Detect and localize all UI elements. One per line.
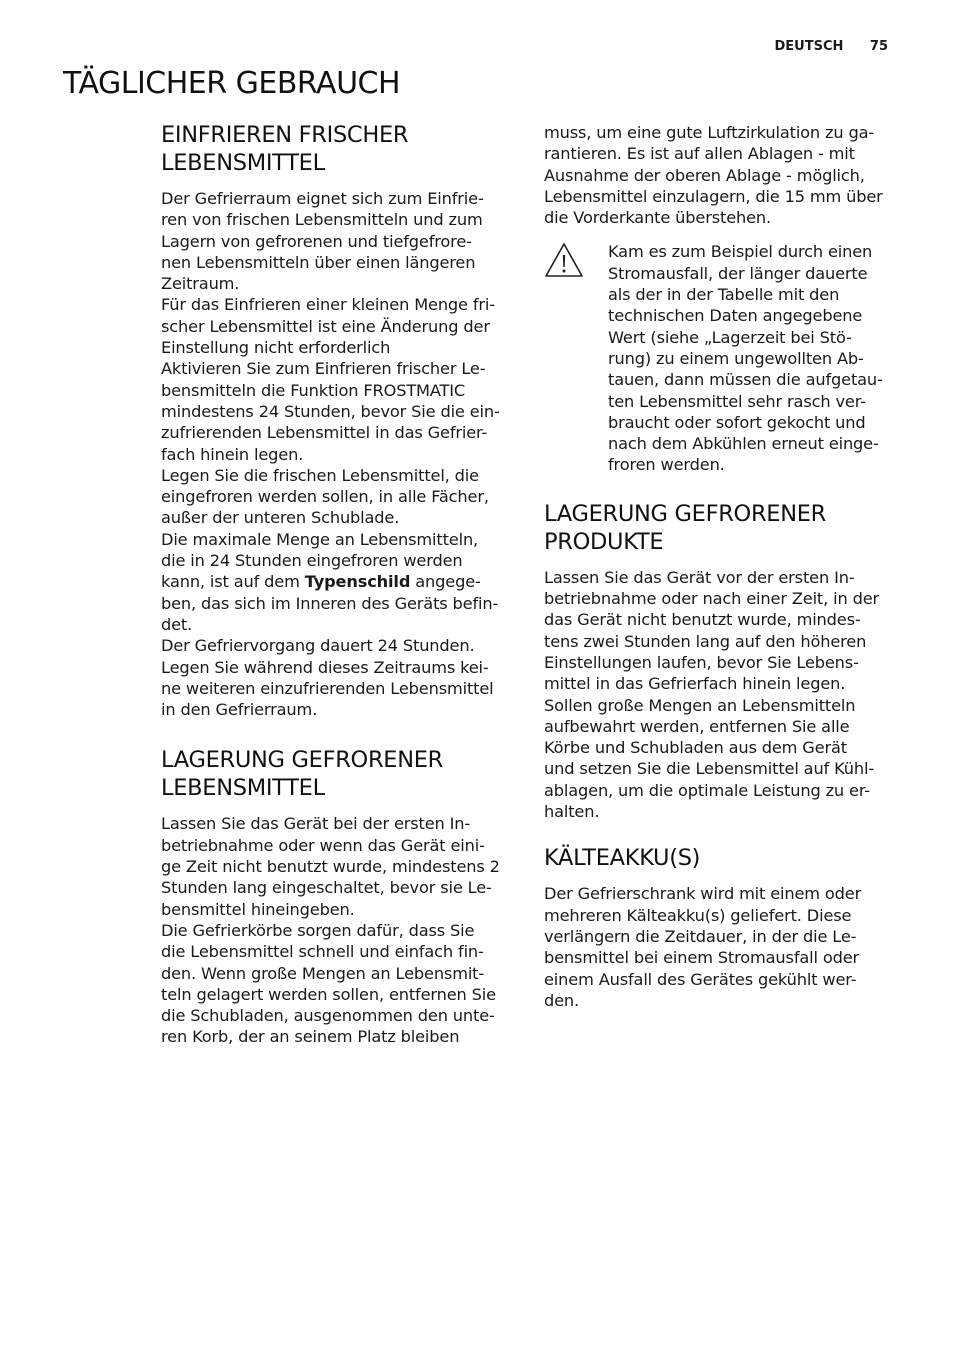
- text-line: det.: [161, 614, 193, 634]
- text-line: mindestens 24 Stunden, bevor Sie die ein-: [161, 401, 500, 421]
- warning-text: [608, 241, 898, 475]
- text-line: Stunden lang eingeschaltet, bevor sie Le-: [161, 878, 492, 898]
- section-heading-storage-frozen-food: LAGERUNG GEFRORENER LEBENSMITTEL: [161, 747, 443, 802]
- text-line: technischen Daten angegebene: [608, 306, 863, 326]
- text-line: und setzen Sie die Lebensmittel auf Kühl-: [544, 759, 875, 779]
- text-line: Die Gefrierkörbe sorgen dafür, dass Sie: [161, 920, 475, 940]
- text-line: Lassen Sie das Gerät vor der ersten In-: [544, 567, 855, 587]
- section-body-cold-packs: [544, 883, 898, 1011]
- text-line: rantieren. Es ist auf allen Ablagen - mit: [544, 144, 855, 164]
- text-line: ablagen, um die optimale Leistung zu er-: [544, 780, 870, 800]
- text-line: die Schubladen, ausgenommen den unte-: [161, 1006, 495, 1026]
- text-line: Der Gefrierraum eignet sich zum Einfrie-: [161, 189, 484, 208]
- text-line: Für das Einfrieren einer kleinen Menge fri-: [161, 295, 495, 315]
- text-line: teln gelagert werden sollen, entfernen Sie: [161, 984, 496, 1004]
- text-line: ren Korb, der an seinem Platz bleiben: [161, 1027, 460, 1047]
- text-line: bensmittel hineingeben.: [161, 899, 355, 919]
- page-number: 75: [869, 39, 888, 54]
- warning-note: [544, 241, 898, 475]
- text-line: Aktivieren Sie zum Einfrieren frischer Le-: [161, 359, 486, 379]
- text-line: betriebnahme oder wenn das Gerät eini-: [161, 835, 485, 855]
- text-line: Ausnahme der oberen Ablage - möglich,: [544, 165, 865, 185]
- text-line: ren von frischen Lebensmitteln und zum: [161, 210, 483, 230]
- language-label: DEUTSCH: [774, 39, 844, 54]
- text-line: den. Wenn große Mengen an Lebensmit-: [161, 963, 485, 983]
- text-line: Legen Sie die frischen Lebensmittel, die: [161, 465, 479, 485]
- text-line: bensmitteln die Funktion FROSTMATIC: [161, 380, 466, 400]
- text-line: Lassen Sie das Gerät bei der ersten In-: [161, 814, 471, 834]
- text-line: den.: [544, 990, 580, 1010]
- text-line: Einstellungen laufen, bevor Sie Lebens-: [544, 652, 859, 672]
- text-line: Sollen große Mengen an Lebensmitteln: [544, 695, 856, 715]
- text-line: froren werden.: [608, 455, 725, 475]
- section-body-storage-frozen-food: [161, 813, 513, 1047]
- text-line: die Lebensmittel schnell und einfach fin-: [161, 942, 484, 962]
- left-column: [161, 121, 513, 1048]
- text-line: ten Lebensmittel sehr rasch ver-: [608, 391, 866, 411]
- text-line: Wert (siehe „Lagerzeit bei Stö-: [608, 327, 852, 347]
- warning-triangle-icon: [544, 241, 584, 279]
- text-line: Lagern von gefrorenen und tiefgefrore-: [161, 231, 472, 251]
- text-line: mehreren Kälteakku(s) geliefert. Diese: [544, 905, 852, 925]
- text-line: betriebnahme oder nach einer Zeit, in der: [544, 589, 880, 609]
- text-line: Stromausfall, der länger dauerte: [608, 263, 868, 283]
- text-line: kann, ist auf dem Typenschild angege-: [161, 572, 481, 592]
- text-line: ben, das sich im Inneren des Geräts befin-: [161, 593, 499, 613]
- text-line: verlängern die Zeitdauer, in der die Le-: [544, 926, 857, 946]
- text-line: Lebensmittel einzulagern, die 15 mm über: [544, 186, 883, 206]
- text-line: Die maximale Menge an Lebensmitteln,: [161, 529, 479, 549]
- text-line: ge Zeit nicht benutzt wurde, mindestens 2: [161, 857, 500, 877]
- text-line: Körbe und Schubladen aus dem Gerät: [544, 738, 847, 758]
- text-line: als der in der Tabelle mit den: [608, 285, 840, 305]
- section-body-freezing: [161, 188, 513, 720]
- text-line: halten.: [544, 802, 600, 822]
- text-line: mittel in das Gefrierfach hinein legen.: [544, 674, 846, 694]
- right-column: [544, 122, 898, 1011]
- text-line: die in 24 Stunden eingefroren werden: [161, 551, 463, 571]
- text-line: Einstellung nicht erforderlich: [161, 338, 391, 358]
- text-line: nen Lebensmitteln über einen längeren: [161, 252, 476, 272]
- text-line: einem Ausfall des Gerätes gekühlt wer-: [544, 969, 857, 989]
- text-line: außer der unteren Schublade.: [161, 508, 400, 528]
- text-line: in den Gefrierraum.: [161, 700, 318, 720]
- text-line: aufbewahrt werden, entfernen Sie alle: [544, 716, 850, 736]
- section-heading-storage-frozen-products: LAGERUNG GEFRORENER PRODUKTE: [544, 500, 826, 555]
- continuation-text: [544, 122, 898, 228]
- text-line: braucht oder sofort gekocht und: [608, 412, 866, 432]
- text-line: tens zwei Stunden lang auf den höheren: [544, 631, 867, 651]
- text-line: Kam es zum Beispiel durch einen: [608, 242, 873, 262]
- text-line: fach hinein legen.: [161, 444, 304, 464]
- text-line: Zeitraum.: [161, 274, 240, 294]
- text-line: das Gerät nicht benutzt wurde, mindes-: [544, 610, 861, 630]
- text-line: Der Gefriervorgang dauert 24 Stunden.: [161, 636, 475, 656]
- section-heading-freezing: EINFRIEREN FRISCHER LEBENSMITTEL: [161, 122, 409, 176]
- text-line: die Vorderkante überstehen.: [544, 208, 772, 228]
- text-line: rung) zu einem ungewollten Ab-: [608, 348, 864, 368]
- text-line: Legen Sie während dieses Zeitraums kei-: [161, 657, 489, 677]
- page-header: [774, 39, 888, 54]
- page-title: TÄGLICHER GEBRAUCH: [63, 66, 401, 101]
- text-line: scher Lebensmittel ist eine Änderung der: [161, 316, 490, 336]
- text-line: muss, um eine gute Luftzirkulation zu ga-: [544, 123, 875, 142]
- text-line: tauen, dann müssen die aufgetau-: [608, 370, 883, 390]
- text-line: eingefroren werden sollen, in alle Fächer,: [161, 487, 489, 507]
- text-line: bensmittel bei einem Stromausfall oder: [544, 948, 860, 968]
- text-line: ne weiteren einzufrierenden Lebensmittel: [161, 678, 494, 698]
- type-plate-term: Typenschild: [304, 572, 411, 592]
- text-line: zufrierenden Lebensmittel in das Gefrier-: [161, 423, 488, 443]
- text-line: Der Gefrierschrank wird mit einem oder: [544, 884, 862, 904]
- section-body-storage-frozen-products: [544, 567, 898, 823]
- text-line: nach dem Abkühlen erneut einge-: [608, 434, 879, 454]
- section-heading-cold-packs: KÄLTEAKKU(S): [544, 845, 701, 872]
